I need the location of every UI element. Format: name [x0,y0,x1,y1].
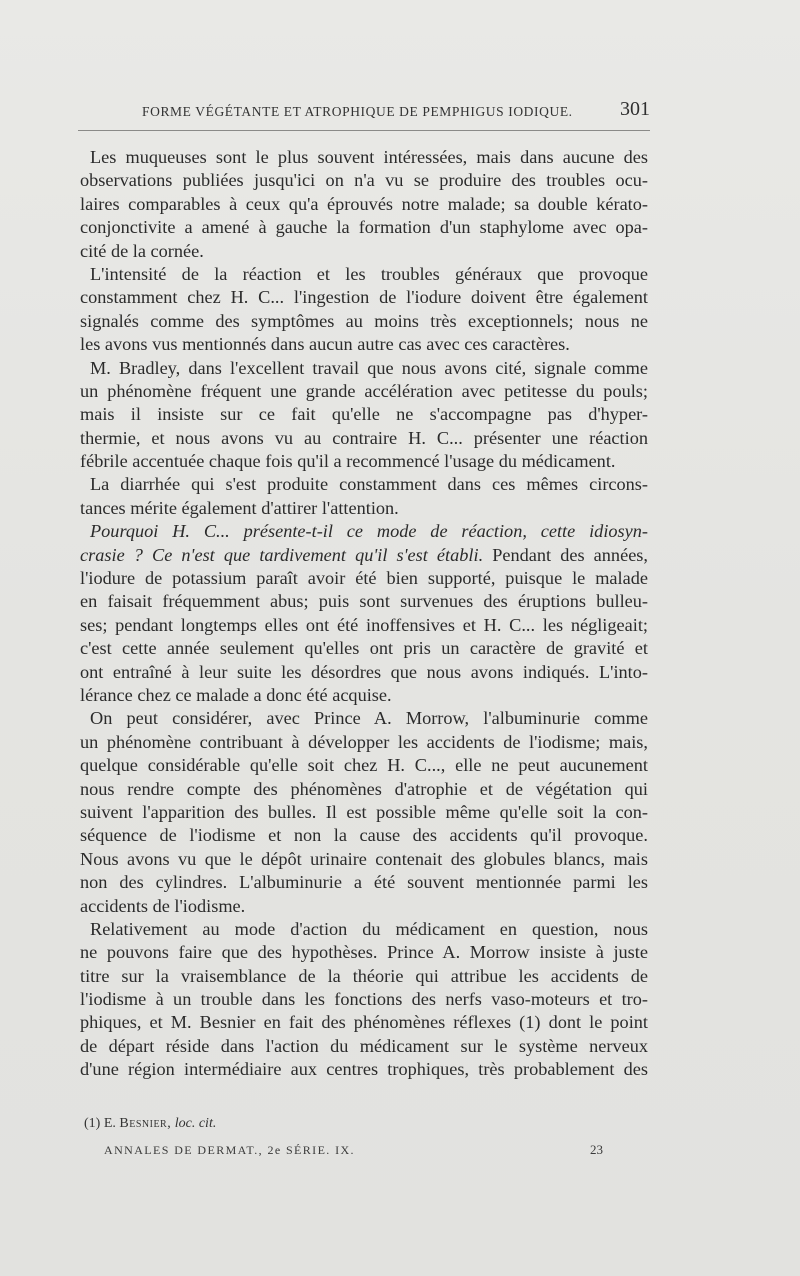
text-run: Pendant des années, [483,544,648,565]
text-line: tances mérite également d'attirer l'attention. [80,497,399,518]
text-line: Les muqueuses sont le plus souvent intéressées, mais dans aucune des [90,147,648,167]
text-line: ne pouvons faire que des hypothèses. Prince A. Morrow insiste à juste [80,942,648,963]
text-line: en faisait fréquemment abus; puis sont survenues des éruptions bulleu- [80,591,648,612]
text-line: l'iodure de potassium paraît avoir été bien supporté, puisque le malade [80,568,648,589]
footnote-ref: loc. cit. [174,1116,217,1131]
text-line [80,544,648,567]
text-line: signalés comme des symptômes au moins très exceptionnels; nous ne [80,310,648,331]
text-line: cité de la cornée. [80,240,204,261]
text-line: La diarrhée qui s'est produite constamment dans ces mêmes circons- [90,474,648,495]
text-line: accidents de l'iodisme. [80,895,246,916]
text-line: M. Bradley, dans l'excellent travail que nous avons cité, signale comme [90,357,648,378]
text-line: laires comparables à ceux qu'a éprouvés notre malade; sa double kérato- [80,193,648,214]
text-line: thermie, et nous avons vu au contraire H. C... présenter une réaction [80,427,648,448]
text-line: de départ réside dans l'action du médicament sur le système nerveux [80,1035,648,1056]
text-line: fébrile accentuée chaque fois qu'il a recommencé l'usage du médicament. [80,451,616,472]
text-line: ont entraîné à leur suite les désordres que nous avons indiqués. L'into- [80,661,648,682]
text-line: c'est cette année seulement qu'elles ont pris un caractère de gravité et [80,638,648,659]
body-text [80,146,648,1082]
text-line: lérance chez ce malade a donc été acquise. [80,684,392,705]
text-line: d'une région intermédiaire aux centres trophiques, très probablement des [80,1059,648,1080]
text-line: phiques, et M. Besnier en fait des phénomènes réflexes (1) dont le point [80,1012,648,1033]
running-title: FORME VÉGÉTANTE ET ATROPHIQUE DE PEMPHIGUS IODIQUE. [142,104,573,119]
text-line: On peut considérer, avec Prince A. Morrow, l'albuminurie comme [90,708,648,729]
footnote-author: Besnier, [119,1116,172,1131]
text-line: un phénomène fréquent une grande accélération avec petitesse du pouls; [80,380,648,401]
signature-mark: ANNALES DE DERMAT., 2e SÉRIE. IX. [104,1143,355,1157]
text-line: Nous avons vu que le dépôt urinaire contenait des globules blancs, mais [80,848,648,869]
text-line: titre sur la vraisemblance de la théorie qui attribue les accidents de [80,965,648,986]
footnote [84,1116,216,1132]
page-number: 301 [620,98,650,120]
italic-text: crasie ? Ce n'est que tardivement qu'il s'est établi. [80,544,484,565]
text-line: non des cylindres. L'albuminurie a été souvent mentionnée parmi les [80,872,648,893]
page-header [80,98,650,124]
text-line: observations publiées jusqu'ici on n'a vu se produire des troubles ocu- [80,170,648,191]
text-line: L'intensité de la réaction et les troubles généraux que provoque [90,263,648,284]
text-line: suivent l'apparition des bulles. Il est possible même qu'elle soit la con- [80,801,648,822]
text-line: les avons vus mentionnés dans aucun autre cas avec ces caractères. [80,334,570,355]
text-line: constamment chez H. C... l'ingestion de l'iodure doivent être également [80,287,648,308]
text-line: mais il insiste sur ce fait qu'elle ne s'accompagne pas d'hyper- [80,404,648,425]
text-line: séquence de l'iodisme et non la cause des accidents qu'il provoque. [80,825,648,846]
text-line: un phénomène contribuant à développer les accidents de l'iodisme; mais, [80,731,648,752]
text-line [80,520,648,543]
text-line: l'iodisme à un trouble dans les fonctions des nerfs vaso-moteurs et tro- [80,989,648,1010]
footnote-marker: (1) E. [84,1116,116,1131]
text-line: ses; pendant longtemps elles ont été inoffensives et H. C... les négligeait; [80,614,648,635]
text-line: nous rendre compte des phénomènes d'atrophie et de végétation qui [80,778,648,799]
signature-number: 23 [590,1142,603,1157]
text-line: Relativement au mode d'action du médicament en question, nous [90,918,648,939]
text-line: conjonctivite a amené à gauche la formation d'un staphylome avec opa- [80,217,648,238]
header-rule [78,130,650,131]
text-line: quelque considérable qu'elle soit chez H. C..., elle ne peut aucunement [80,755,648,776]
italic-text: Pourquoi H. C... présente-t-il ce mode de réaction, cette idiosyn- [90,521,648,542]
